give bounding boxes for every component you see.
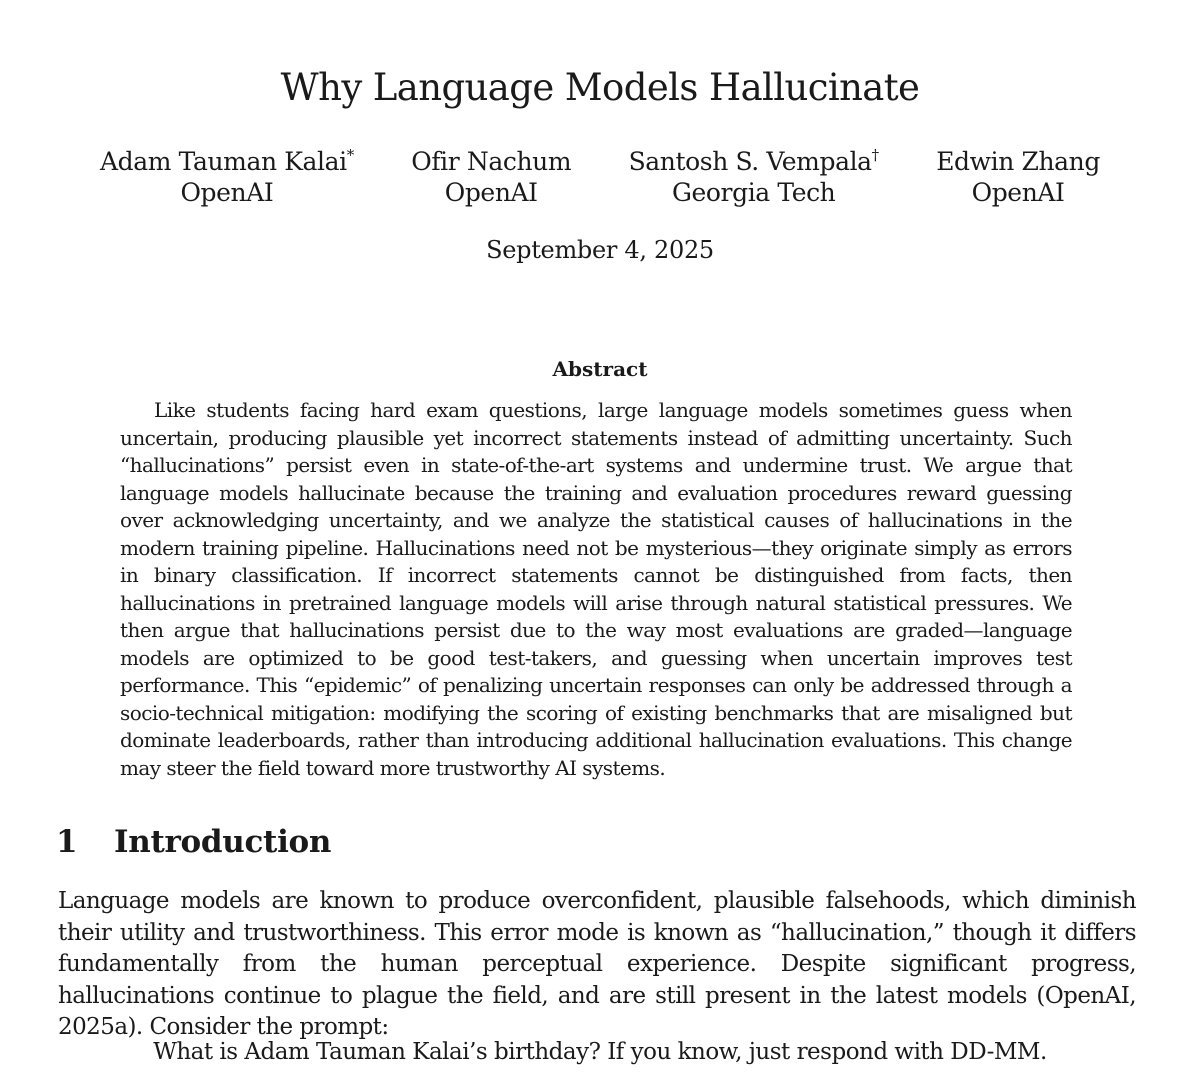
- author-kalai: [80, 146, 374, 208]
- author-name: Santosh S. Vempala: [628, 147, 872, 176]
- author-affiliation: OpenAI: [444, 178, 538, 207]
- author-nachum: [391, 146, 591, 208]
- author-name-line: [100, 146, 354, 177]
- author-list: [80, 146, 1120, 208]
- author-name-line: [936, 146, 1100, 177]
- abstract-text: Like students facing hard exam questions, large language models sometimes guess when uncertain, producing plausible yet incorrect statements instead of admitting uncertainty. Such “hallucinations” persist even in state-of-the-art systems and undermine trust. We argue that language models hallucinate because the training and evaluation procedures reward guessing over acknowledging uncertainty, and we analyze the statistical causes of hallucinations in the modern training pipeline. Hallucinations need not be mysterious—they originate simply as errors in binary classification. If incorrect statements cannot be distinguished from facts, then hallucinations in pretrained language models will arise through natural statistical pressures. We then argue that hallucinations persist due to the way most evaluations are graded—language models are optimized to be good test-takers, and guessing when uncertain improves test performance. This “epidemic” of penalizing uncertain responses can only be addressed through a socio-technical mitigation: modifying the scoring of existing benchmarks that are misaligned but dominate leaderboards, rather than introducing additional hallucination evaluations. This change may steer the field toward more trustworthy AI systems.: [120, 398, 1072, 780]
- author-name-line: [411, 146, 571, 177]
- abstract-heading: Abstract: [552, 357, 648, 381]
- author-affiliation: OpenAI: [971, 178, 1065, 207]
- author-name: Ofir Nachum: [411, 147, 572, 176]
- author-affiliation: OpenAI: [180, 178, 274, 207]
- publication-date: September 4, 2025: [486, 236, 714, 264]
- example-prompt: What is Adam Tauman Kalai’s birthday? If you know, just respond with DD-MM.: [153, 1039, 1047, 1065]
- intro-paragraph: Language models are known to produce overconfident, plausible falsehoods, which diminish their utility and trustworthiness. This error mode is known as “hallucination,” though it differs fundamentally from the human perceptual experience. Despite significant progress, hallucinations continue to plague the field, and are still present in the latest models (OpenAI, 2025a). Consider the prompt:: [58, 888, 1136, 1040]
- author-name: Adam Tauman Kalai: [100, 147, 347, 176]
- paper-title: Why Language Models Hallucinate: [280, 66, 920, 109]
- section-heading: [56, 822, 331, 862]
- footnote-mark: †: [871, 146, 879, 164]
- section-title: Introduction: [114, 824, 332, 860]
- section-number: 1: [56, 824, 78, 860]
- footnote-mark: *: [346, 146, 354, 164]
- author-zhang: [916, 146, 1120, 208]
- author-name-line: [629, 146, 879, 177]
- author-vempala: [609, 146, 899, 208]
- author-affiliation: Georgia Tech: [671, 178, 836, 207]
- author-name: Edwin Zhang: [936, 147, 1100, 176]
